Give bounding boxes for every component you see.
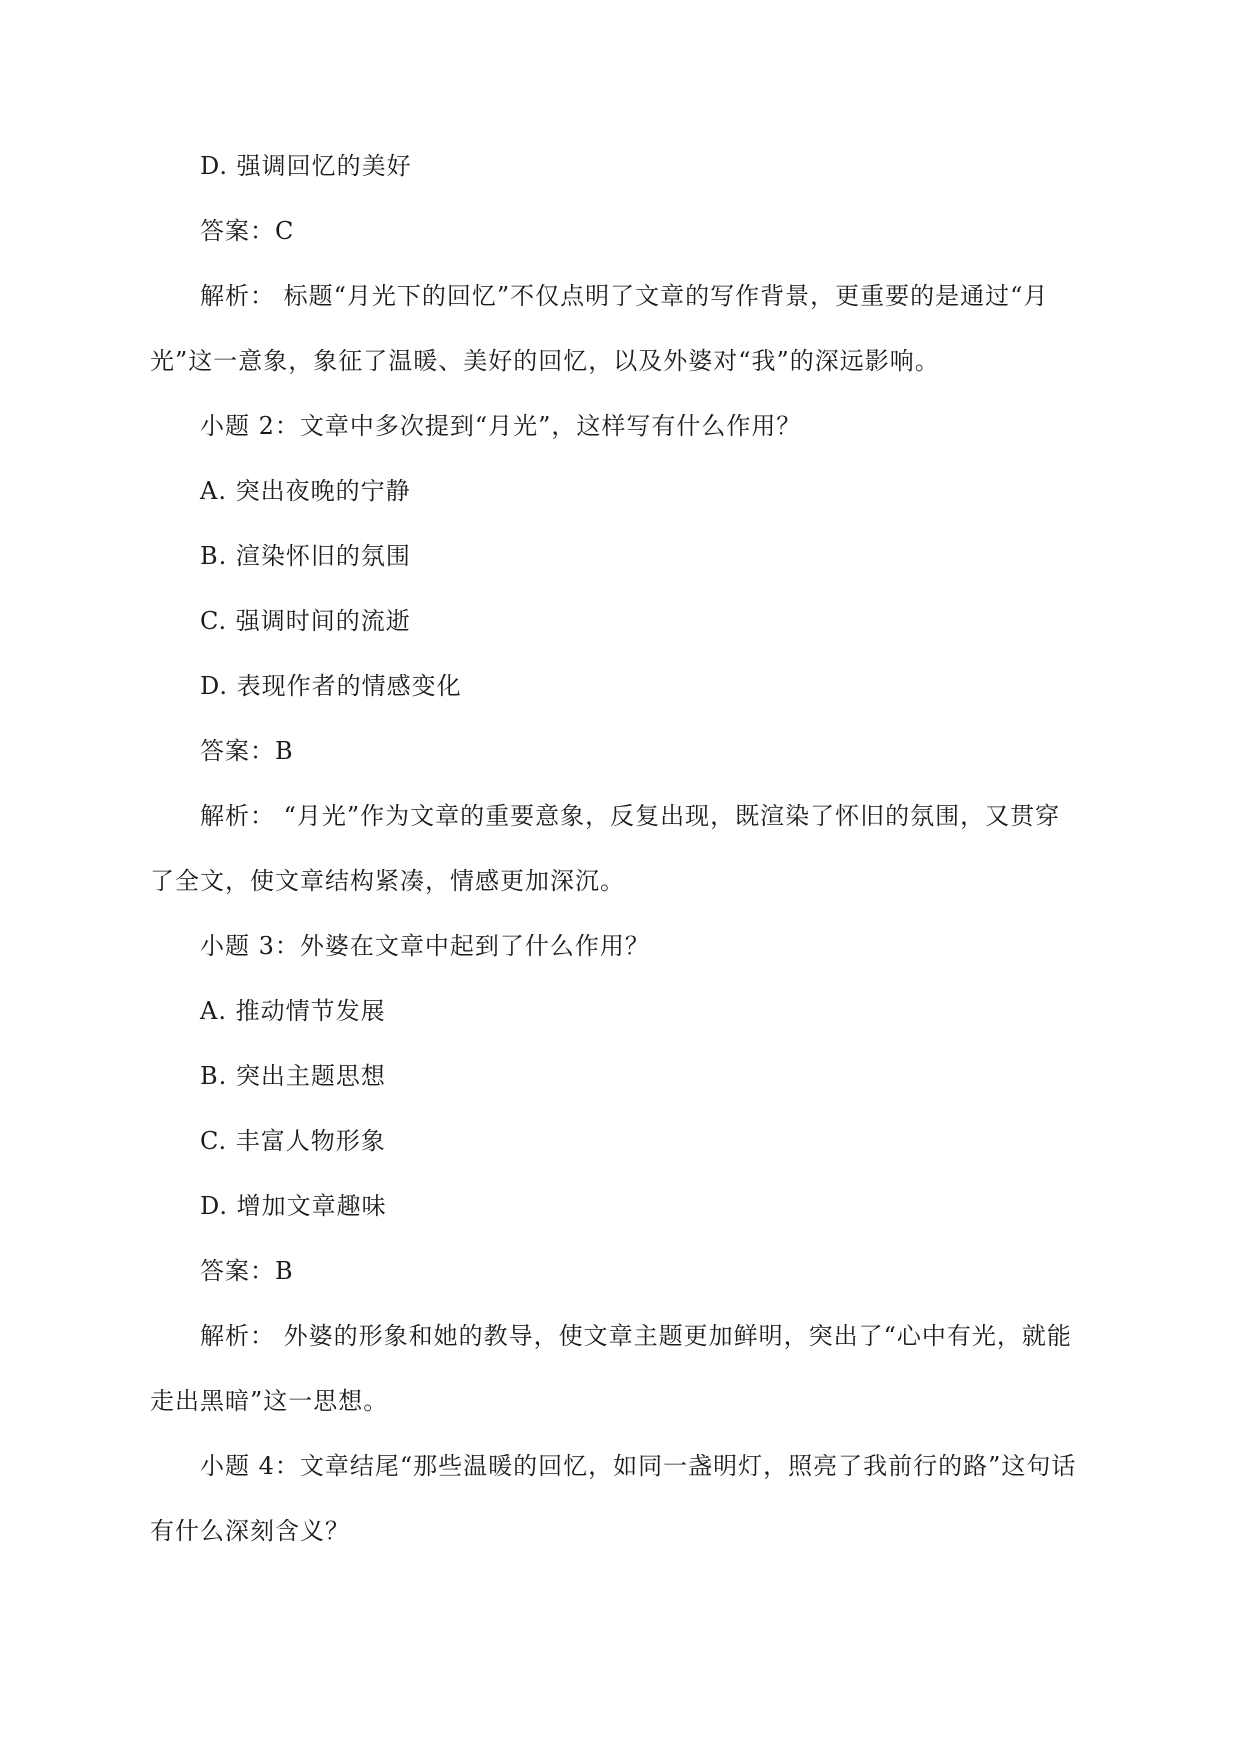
- question-4-line1: 小题 4：文章结尾“那些温暖的回忆，如同一盏明灯，照亮了我前行的路”这句话: [200, 1452, 1077, 1480]
- option-c-q3: C. 丰富人物形象: [200, 1127, 386, 1155]
- answer-q2: 答案：B: [200, 737, 294, 765]
- option-c-q2: C. 强调时间的流逝: [200, 607, 411, 635]
- analysis-q3-line1: 解析： 外婆的形象和她的教导，使文章主题更加鲜明，突出了“心中有光，就能: [200, 1322, 1072, 1350]
- answer-q1: 答案：C: [200, 217, 295, 245]
- answer-q3: 答案：B: [200, 1257, 294, 1285]
- option-d-q2: D. 表现作者的情感变化: [200, 672, 462, 700]
- option-d-q3: D. 增加文章趣味: [200, 1192, 387, 1220]
- option-d-q1: D. 强调回忆的美好: [200, 152, 412, 180]
- analysis-q1-line2: 光”这一意象，象征了温暖、美好的回忆，以及外婆对“我”的深远影响。: [150, 347, 940, 375]
- analysis-q1-line1: 解析： 标题“月光下的回忆”不仅点明了文章的写作背景，更重要的是通过“月: [200, 282, 1049, 310]
- question-2: 小题 2：文章中多次提到“月光”，这样写有什么作用？: [200, 412, 802, 440]
- option-a-q3: A. 推动情节发展: [200, 997, 386, 1025]
- option-a-q2: A. 突出夜晚的宁静: [200, 477, 411, 505]
- question-4-line2: 有什么深刻含义？: [150, 1517, 350, 1545]
- analysis-q2-line2: 了全文，使文章结构紧凑，情感更加深沉。: [150, 867, 625, 895]
- analysis-q2-line1: 解析： “月光”作为文章的重要意象，反复出现，既渲染了怀旧的氛围，又贯穿: [200, 802, 1061, 830]
- question-3: 小题 3：外婆在文章中起到了什么作用？: [200, 932, 650, 960]
- option-b-q3: B. 突出主题思想: [200, 1062, 386, 1090]
- analysis-q3-line2: 走出黑暗”这一思想。: [150, 1387, 389, 1415]
- option-b-q2: B. 渲染怀旧的氛围: [200, 542, 411, 570]
